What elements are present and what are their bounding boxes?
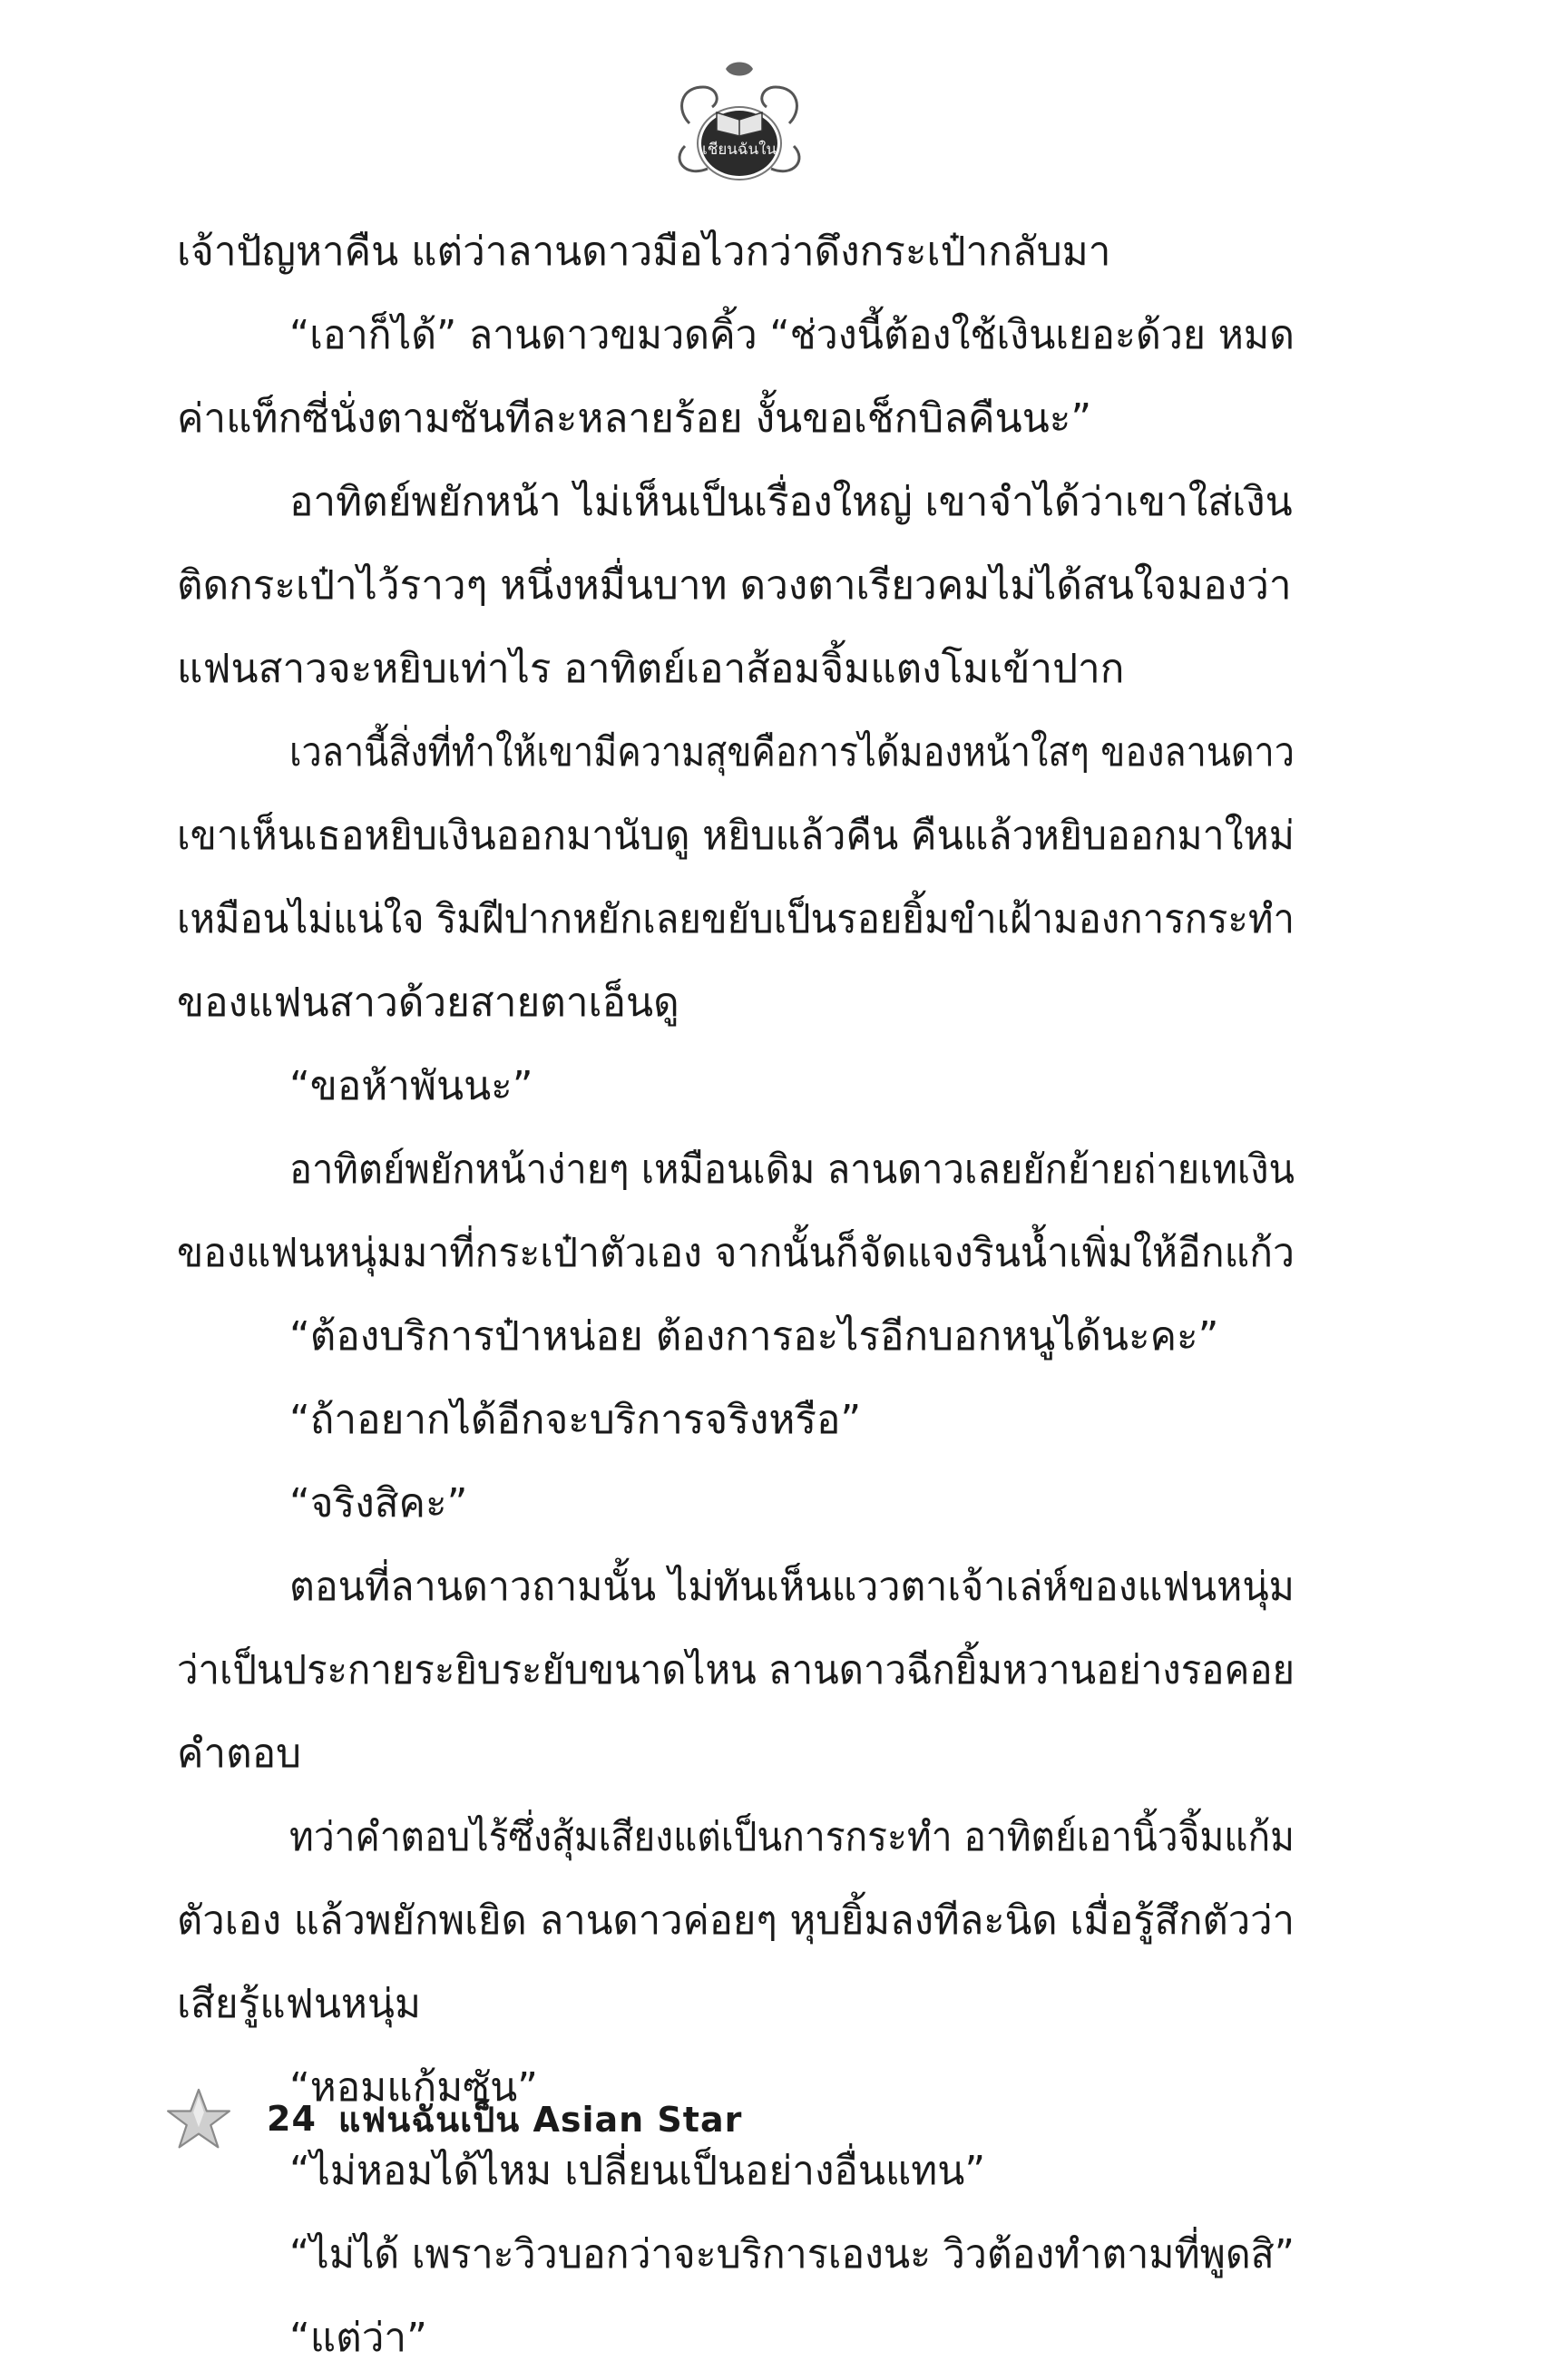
text-line: “ขอห้าพันนะ”	[289, 1063, 533, 1109]
text-line: อาทิตย์พยักหน้า ไม่เห็นเป็นเรื่องใหญ่ เขาจำได้ว่าเขาใส่เงิน	[289, 479, 1293, 525]
text-line: ของแฟนสาวด้วยสายตาเอ็นดู	[177, 980, 679, 1026]
text-line: ค่าแท็กซี่นั่งตามซันทีละหลายร้อย งั้นขอเช็กบิลคืนนะ”	[177, 395, 1092, 442]
text-line: ตอนที่ลานดาวถามนั้น ไม่ทันเห็นแววตาเจ้าเล่ห์ของแฟนหนุ่ม	[289, 1564, 1295, 1610]
text-line: แฟนสาวจะหยิบเท่าไร อาทิตย์เอาส้อมจิ้มแตงโมเข้าปาก	[177, 646, 1125, 692]
star-icon	[163, 2087, 234, 2151]
text-line: เขาเห็นเธอหยิบเงินออกมานับดู หยิบแล้วคืน คืนแล้วหยิบออกมาใหม่	[177, 813, 1295, 859]
text-line: เหมือนไม่แน่ใจ ริมฝีปากหยักเลยขยับเป็นรอยยิ้มขำเฝ้ามองการกระทำ	[177, 896, 1295, 942]
page-number: 24	[267, 2099, 317, 2139]
text-line: “ถ้าอยากได้อีกจะบริการจริงหรือ”	[289, 1397, 862, 1443]
text-line: “จริงสิคะ”	[289, 1480, 468, 1527]
body-text	[177, 210, 1295, 2380]
text-line: ตัวเอง แล้วพยักพเยิด ลานดาวค่อยๆ หุบยิ้มลงทีละนิด เมื่อรู้สึกตัวว่า	[177, 1897, 1295, 1944]
text-line: ของแฟนหนุ่มมาที่กระเป๋าตัวเอง จากนั้นก็จัดแจงรินน้ำเพิ่มให้อีกแก้ว	[177, 1230, 1295, 1276]
text-line: เวลานี้สิ่งที่ทำให้เขามีความสุขคือการได้มองหน้าใสๆ ของลานดาว	[289, 729, 1295, 775]
text-line: เจ้าปัญหาคืน แต่ว่าลานดาวมือไวกว่าดึงกระเป๋ากลับมา	[177, 229, 1111, 275]
emblem-text: เชียนฉันใน	[701, 141, 777, 159]
text-line: ว่าเป็นประกายระยิบระยับขนาดไหน ลานดาวฉีกยิ้มหวานอย่างรอคอย	[177, 1647, 1295, 1693]
book-title: แฟนฉันเป็น Asian Star	[337, 2099, 743, 2140]
text-line: “ไม่หอมได้ไหม เปลี่ยนเป็นอย่างอื่นแทน”	[289, 2148, 986, 2194]
text-line: “แต่ว่า”	[289, 2315, 427, 2361]
text-line: “หอมแก้มซัน”	[289, 2064, 538, 2111]
text-line: “ไม่ได้ เพราะวิวบอกว่าจะบริการเองนะ วิวต้องทำตามที่พูดสิ”	[289, 2231, 1295, 2278]
page-footer	[163, 2082, 742, 2155]
text-line: “ต้องบริการป๋าหน่อย ต้องการอะไรอีกบอกหนูได้นะคะ”	[289, 1313, 1219, 1360]
text-line: ทว่าคำตอบไร้ซึ่งสุ้มเสียงแต่เป็นการกระทำ อาทิตย์เอานิ้วจิ้มแก้ม	[289, 1814, 1295, 1860]
text-line: “เอาก็ได้” ลานดาวขมวดคิ้ว “ช่วงนี้ต้องใช้เงินเยอะด้วย หมด	[289, 312, 1295, 358]
publisher-emblem-icon	[671, 60, 807, 187]
text-line: อาทิตย์พยักหน้าง่ายๆ เหมือนเดิม ลานดาวเลยยักย้ายถ่ายเทเงิน	[289, 1146, 1295, 1193]
text-line: คำตอบ	[177, 1731, 302, 1777]
text-line: เสียรู้แฟนหนุ่ม	[177, 1981, 421, 2027]
text-line: ติดกระเป๋าไว้ราวๆ หนึ่งหมื่นบาท ดวงตาเรียวคมไม่ได้สนใจมองว่า	[177, 562, 1292, 609]
